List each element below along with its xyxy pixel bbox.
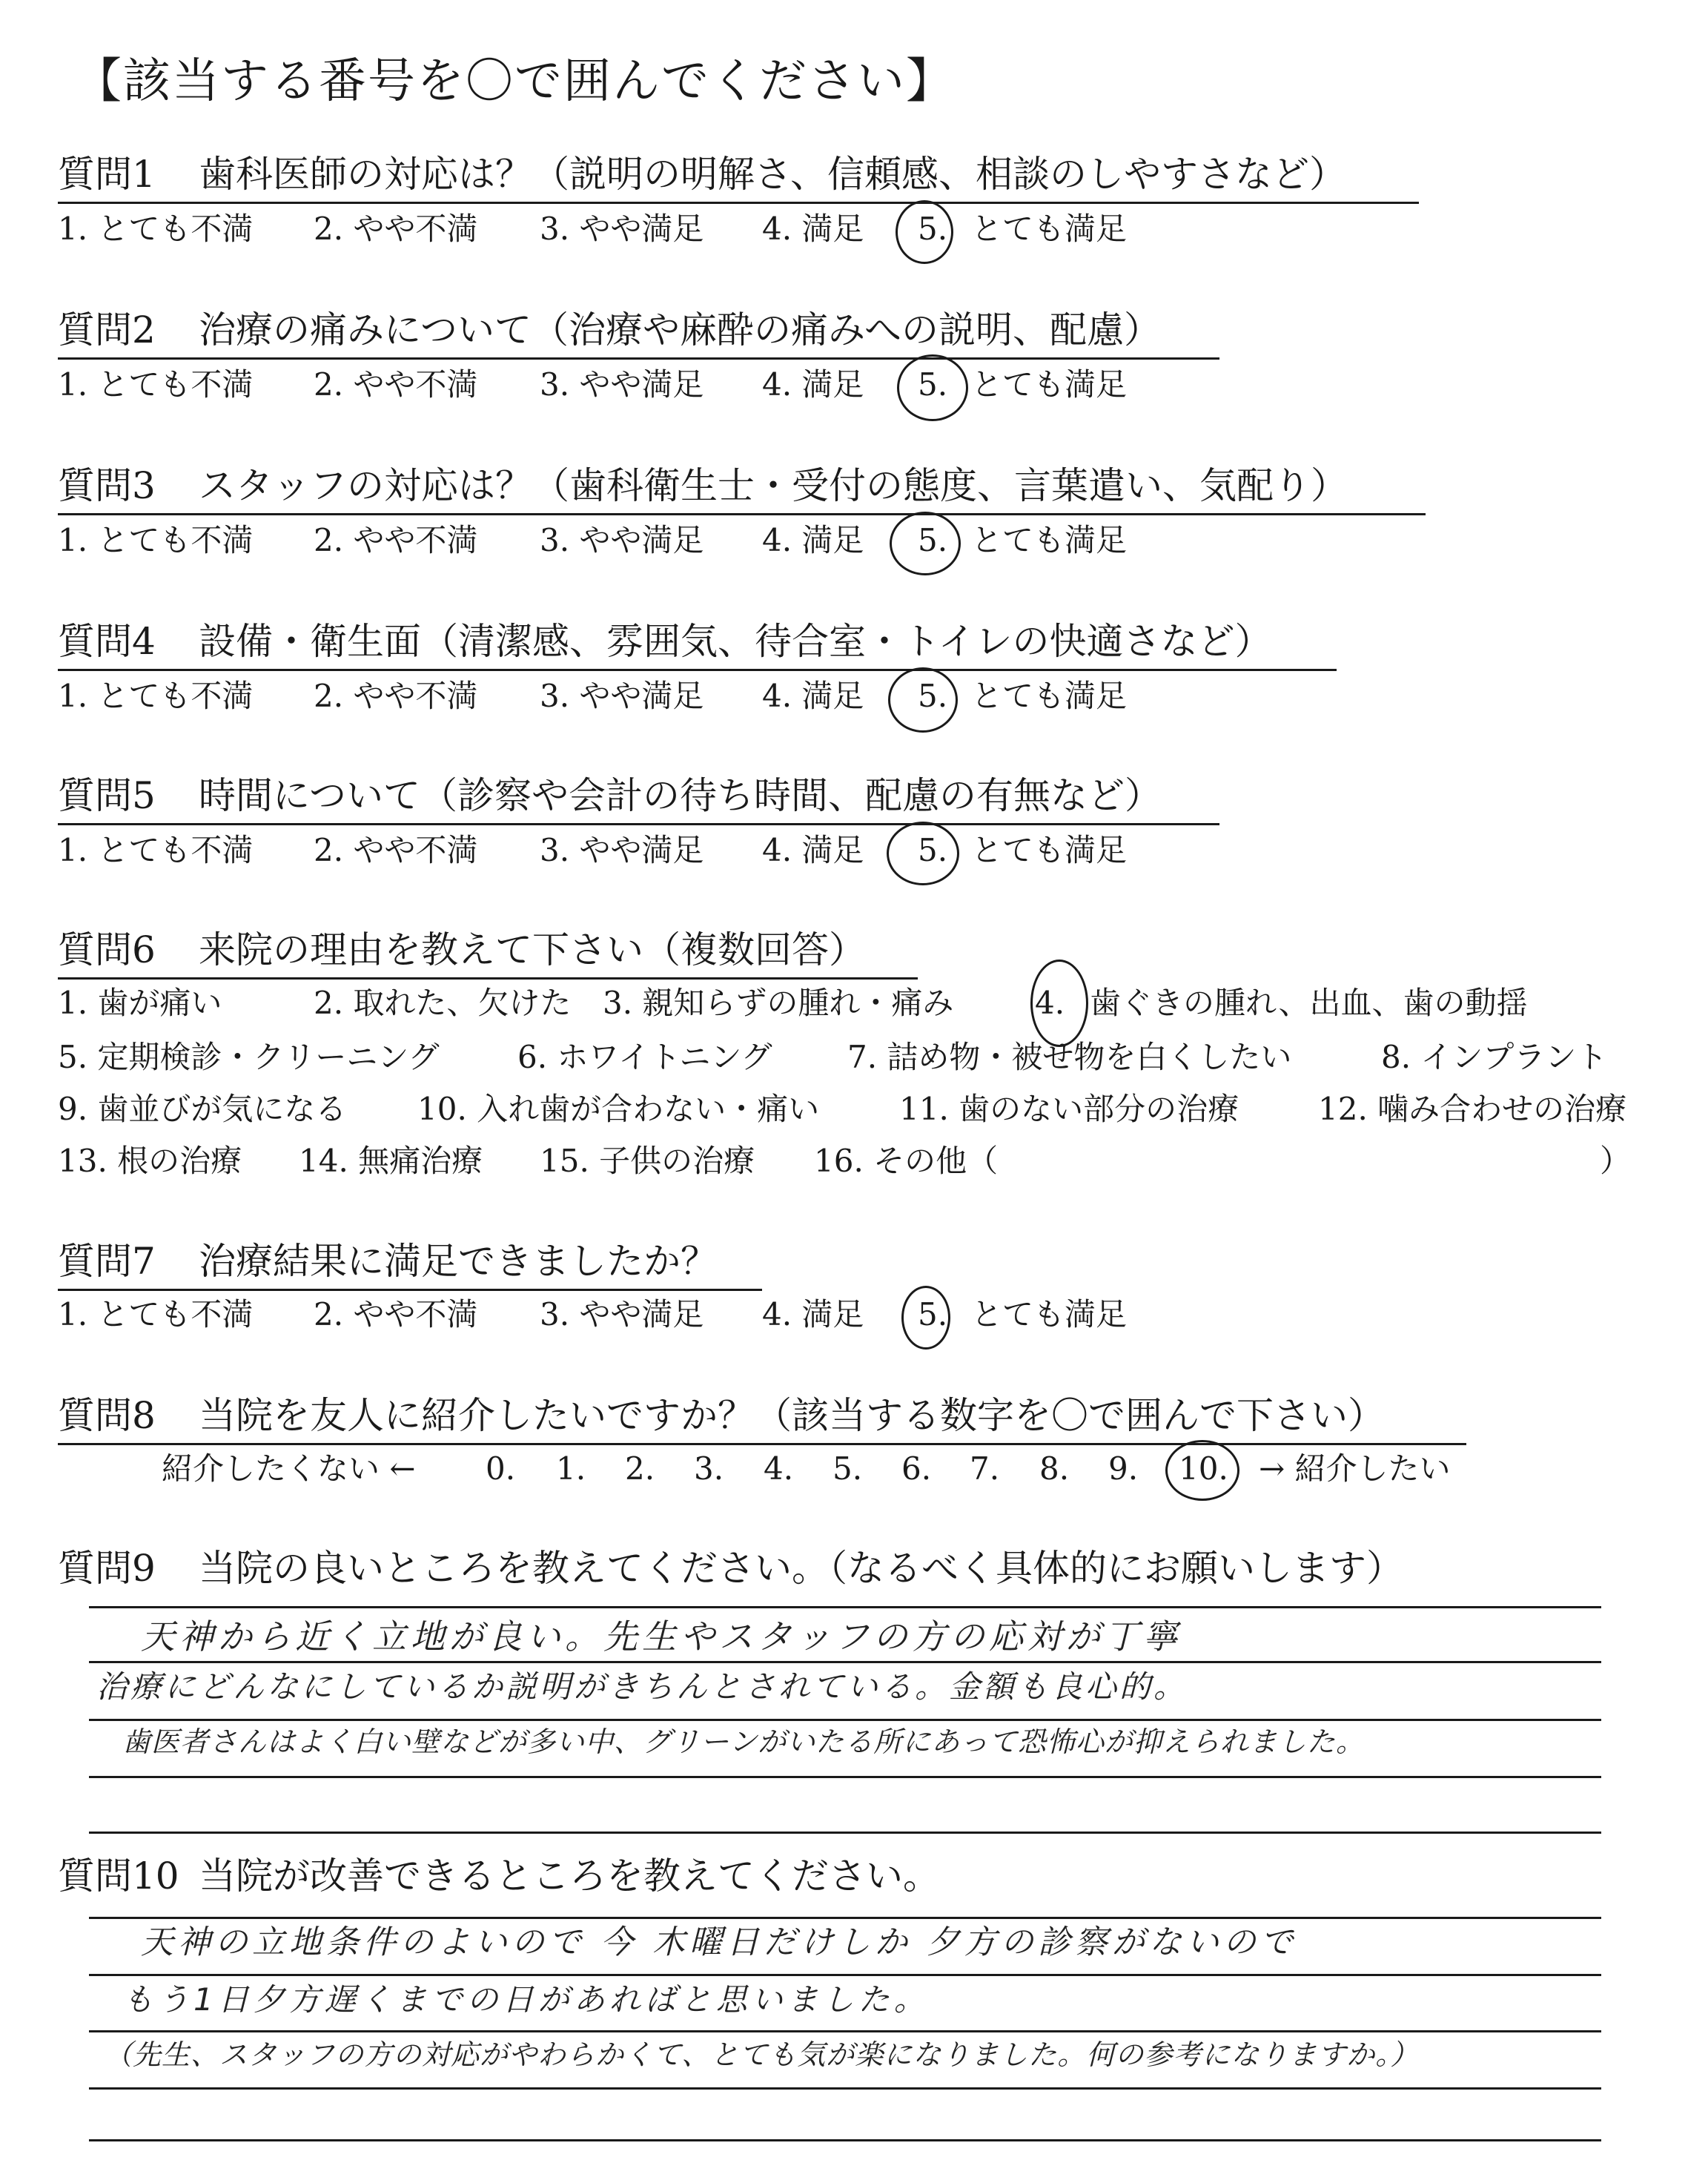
option-3[interactable]: 3. やや満足	[540, 366, 704, 403]
q10-answer-line-1: 天神の立地条件のよいので 今 木曜日だけしか 夕方の診察がないので	[141, 1923, 1297, 1961]
option-5[interactable]: 5.	[918, 211, 948, 247]
recommend-2[interactable]: 2.	[625, 1450, 655, 1487]
q6-option[interactable]: 14. 無痛治療	[299, 1143, 483, 1179]
question-9	[58, 1547, 1403, 1590]
selection-circle	[888, 667, 958, 733]
recommend-4[interactable]: 4.	[764, 1450, 794, 1487]
recommend-6[interactable]: 6.	[901, 1450, 932, 1487]
option-1[interactable]: 1. とても不満	[58, 211, 254, 247]
question-10	[58, 1855, 940, 1898]
question-text: 来院の理由を教えて下さい（複数回答）	[199, 928, 866, 971]
option-1[interactable]: 1. とても不満	[58, 1296, 254, 1332]
question-underline	[58, 357, 1219, 360]
question-text: 当院が改善できるところを教えてください。	[199, 1855, 940, 1898]
q10-answer-line-2: もう1日夕方遅くまでの日があればと思いました。	[122, 1981, 930, 2018]
option-2[interactable]: 2. やや不満	[314, 366, 478, 403]
option-5[interactable]: 5.	[918, 1296, 948, 1332]
q6-option[interactable]: 15. 子供の治療	[540, 1143, 755, 1179]
answer-line	[89, 1832, 1601, 1834]
option-5[interactable]: 5.	[918, 832, 948, 868]
q9-answer-line-3: 歯医者さんはよく白い壁などが多い中、グリーンがいたる所にあって恐怖心が抑えられました。	[122, 1725, 1365, 1758]
question-number: 質問8	[58, 1394, 156, 1437]
answer-line	[89, 1917, 1601, 1919]
option-4[interactable]: 4. 満足	[762, 366, 864, 403]
option-3[interactable]: 3. やや満足	[540, 522, 704, 558]
answer-line	[89, 2030, 1601, 2032]
option-5[interactable]: 5.	[918, 366, 948, 403]
q6-option[interactable]: 9. 歯並びが気になる	[58, 1091, 347, 1127]
question-underline	[58, 1289, 762, 1291]
q6-option[interactable]: 13. 根の治療	[58, 1143, 242, 1179]
recommend-8[interactable]: 8.	[1039, 1450, 1070, 1487]
option-3[interactable]: 3. やや満足	[540, 211, 704, 247]
option-5-label: とても満足	[971, 211, 1128, 247]
question-text: 当院を友人に紹介したいですか？（該当する数字を〇で囲んで下さい）	[199, 1394, 1385, 1437]
option-1[interactable]: 1. とても不満	[58, 366, 254, 403]
question-text: 時間について（診察や会計の待ち時間、配慮の有無など）	[199, 774, 1162, 817]
option-5[interactable]: 5.	[918, 522, 948, 558]
selection-circle	[897, 354, 968, 421]
recommend-10[interactable]: 10.	[1179, 1450, 1228, 1487]
question-text: 治療の痛みについて（治療や麻酔の痛みへの説明、配慮）	[199, 308, 1161, 351]
question-number: 質問7	[58, 1240, 156, 1283]
q9-answer-line-1: 天神から近く立地が良い。先生やスタッフの方の応対が丁寧	[141, 1616, 1182, 1657]
q6-option[interactable]: 11. 歯のない部分の治療	[899, 1091, 1239, 1127]
option-4[interactable]: 4. 満足	[762, 522, 864, 558]
option-2[interactable]: 2. やや不満	[314, 832, 478, 868]
answer-line	[89, 1719, 1601, 1721]
option-2[interactable]: 2. やや不満	[314, 1296, 478, 1332]
q6-option[interactable]: 1. 歯が痛い	[58, 985, 222, 1021]
question-number: 質問1	[58, 153, 156, 196]
question-2	[58, 308, 1161, 351]
option-2[interactable]: 2. やや不満	[314, 522, 478, 558]
question-number: 質問2	[58, 308, 156, 351]
option-5[interactable]: 5.	[918, 678, 948, 714]
q6-option[interactable]: 12. 噛み合わせの治療	[1318, 1091, 1627, 1127]
recommend-right-label: → 紹介したい	[1259, 1450, 1451, 1487]
option-4[interactable]: 4. 満足	[762, 211, 864, 247]
question-number: 質問3	[58, 464, 156, 507]
q6-other-close: ）	[1600, 1143, 1632, 1179]
q6-option-other[interactable]: 16. その他（	[814, 1143, 999, 1179]
recommend-1[interactable]: 1.	[556, 1450, 586, 1487]
question-7	[58, 1240, 718, 1283]
question-underline	[58, 202, 1419, 204]
selection-circle	[1165, 1440, 1239, 1501]
question-6	[58, 928, 866, 971]
answer-line	[89, 1776, 1601, 1778]
question-text: スタッフの対応は？（歯科衛生士・受付の態度、言葉遣い、気配り）	[199, 464, 1348, 507]
question-number: 質問10	[58, 1855, 179, 1898]
question-1	[58, 153, 1346, 196]
answer-line	[89, 2139, 1601, 2141]
selection-circle	[901, 1286, 950, 1350]
option-1[interactable]: 1. とても不満	[58, 832, 254, 868]
question-text: 設備・衛生面（清潔感、雰囲気、待合室・トイレの快適さなど）	[199, 620, 1272, 663]
selection-circle	[887, 822, 959, 885]
q6-option[interactable]: 6. ホワイトニング	[517, 1039, 772, 1075]
option-5-label: とても満足	[971, 366, 1128, 403]
option-4[interactable]: 4. 満足	[762, 678, 864, 714]
question-underline	[58, 1443, 1466, 1445]
answer-line	[89, 1606, 1601, 1608]
recommend-7[interactable]: 7.	[970, 1450, 1000, 1487]
recommend-left-label: 紹介したくない ←	[162, 1450, 416, 1487]
question-underline	[58, 977, 918, 980]
q10-answer-line-3: （先生、スタッフの方の対応がやわらかくて、とても気が楽になりました。何の参考になりますか。）	[104, 2038, 1420, 2071]
question-text: 当院の良いところを教えてください。（なるべく具体的にお願いします）	[199, 1547, 1403, 1590]
page-title: 【該当する番号を〇で囲んでください】	[74, 54, 955, 109]
option-5-label: とても満足	[971, 832, 1128, 868]
recommend-5[interactable]: 5.	[833, 1450, 863, 1487]
option-3[interactable]: 3. やや満足	[540, 678, 704, 714]
q6-option[interactable]: 5. 定期検診・クリーニング	[58, 1039, 440, 1075]
question-number: 質問9	[58, 1547, 156, 1590]
option-1[interactable]: 1. とても不満	[58, 522, 254, 558]
option-4[interactable]: 4. 満足	[762, 832, 864, 868]
q6-option[interactable]: 2. 取れた、欠けた	[314, 985, 572, 1021]
recommend-9[interactable]: 9.	[1108, 1450, 1139, 1487]
question-number: 質問4	[58, 620, 156, 663]
question-3	[58, 464, 1348, 507]
answer-line	[89, 1974, 1601, 1976]
answer-line	[89, 1661, 1601, 1663]
recommend-3[interactable]: 3.	[694, 1450, 724, 1487]
question-underline	[58, 513, 1426, 515]
question-4	[58, 620, 1272, 663]
option-3[interactable]: 3. やや満足	[540, 1296, 704, 1332]
selection-circle	[896, 200, 953, 264]
q6-option[interactable]: 8. インプラント	[1381, 1039, 1608, 1075]
question-underline	[58, 669, 1337, 671]
question-5	[58, 774, 1162, 817]
question-text: 治療結果に満足できましたか？	[199, 1240, 718, 1283]
q6-option-label: 歯ぐきの腫れ、出血、歯の動揺	[1090, 985, 1528, 1021]
selection-circle	[890, 512, 961, 575]
q6-option[interactable]: 7. 詰め物・被せ物を白くしたい	[847, 1039, 1292, 1075]
q9-answer-line-2: 治療にどんなにしているか説明がきちんとされている。金額も良心的。	[96, 1668, 1188, 1705]
question-number: 質問6	[58, 928, 156, 971]
question-number: 質問5	[58, 774, 156, 817]
option-3[interactable]: 3. やや満足	[540, 832, 704, 868]
question-8	[58, 1394, 1385, 1437]
q6-option[interactable]: 3. 親知らずの腫れ・痛み	[603, 985, 954, 1021]
question-text: 歯科医師の対応は？（説明の明解さ、信頼感、相談のしやすさなど）	[199, 153, 1346, 196]
answer-line	[89, 2087, 1601, 2090]
question-underline	[58, 823, 1219, 825]
option-1[interactable]: 1. とても不満	[58, 678, 254, 714]
option-2[interactable]: 2. やや不満	[314, 211, 478, 247]
option-5-label: とても満足	[971, 1296, 1128, 1332]
option-5-label: とても満足	[971, 678, 1128, 714]
selection-circle	[1030, 960, 1088, 1047]
option-2[interactable]: 2. やや不満	[314, 678, 478, 714]
q6-option[interactable]: 4.	[1035, 985, 1065, 1021]
q6-option[interactable]: 10. 入れ歯が合わない・痛い	[417, 1091, 820, 1127]
recommend-0[interactable]: 0.	[486, 1450, 516, 1487]
option-4[interactable]: 4. 満足	[762, 1296, 864, 1332]
option-5-label: とても満足	[971, 522, 1128, 558]
